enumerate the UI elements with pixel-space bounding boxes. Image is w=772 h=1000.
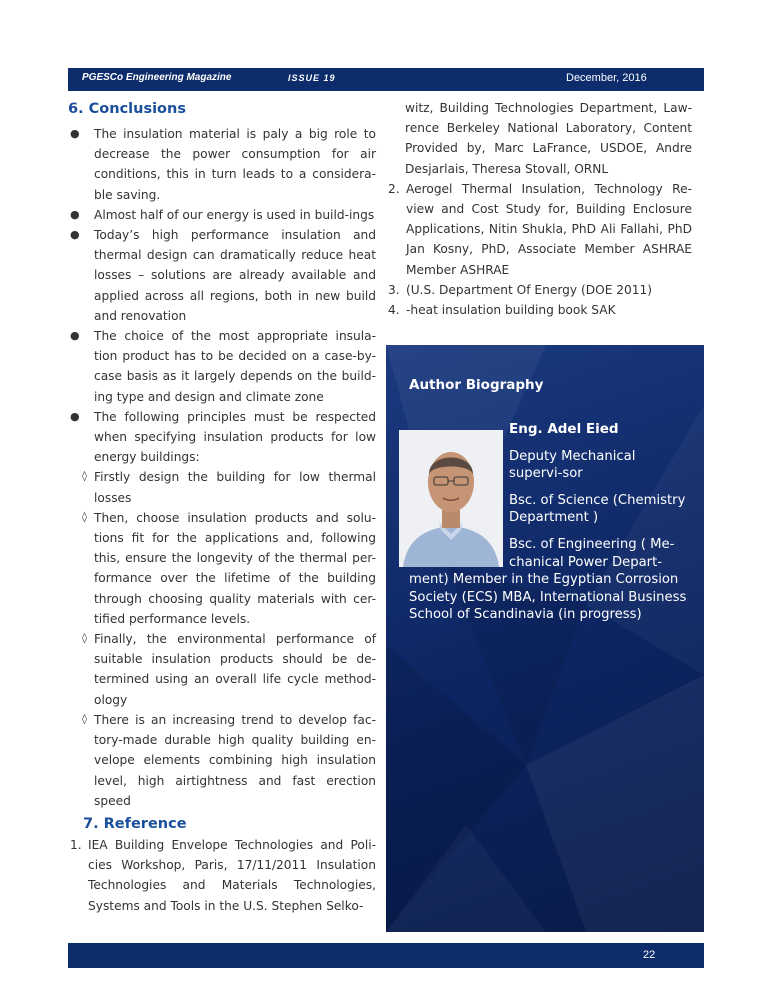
reference-continuation: witz, Building Technologies Department, Law-rence Berkeley National Laboratory, Content Provided by, Marc LaFrance, USDOE, Andre Desjarlais, Theresa Stovall, ORNL [405, 101, 692, 176]
author-education: Bsc. of Science (Chemistry Department ) [509, 492, 686, 526]
issue-number: ISSUE 19 [288, 73, 336, 83]
conclusion-item: ● The choice of the most appropriate insula-tion product has to be decided on a case-by-case basis as it largely depends on the build-ing type and design and climate zone [68, 326, 376, 407]
diamond-icon: ◊ [82, 511, 87, 523]
conclusion-item: ● Almost half of our energy is used in build-ings [68, 205, 376, 225]
reference-item: 4. -heat insulation building book SAK [388, 303, 616, 318]
reference-item: 3. (U.S. Department Of Energy (DOE 2011) [388, 282, 653, 297]
bullet-icon: ● [70, 207, 80, 221]
author-role: Deputy Mechanical supervi-sor [509, 448, 636, 482]
principle-item: ◊ Finally, the environmental performance of suitable insulation products should be de-termined using an overall life cycle method-ology [68, 629, 376, 710]
conclusion-item: ● The insulation material is paly a big role to decrease the power consumption for air conditions, this in turn leads to a considera-ble saving. [68, 124, 376, 205]
diamond-icon: ◊ [82, 633, 87, 645]
left-column [68, 98, 376, 916]
principle-item: ◊ There is an increasing trend to develop fac-tory-made durable high quality building en-velope elements combining high insulation level, high airtightness and fast erection speed [68, 710, 376, 811]
biography-heading: Author Biography [409, 377, 544, 393]
conclusion-item: ● Today’s high performance insulation and thermal design can dramatically reduce heat losses – solutions are already available and applied across all regions, both in new build and renovation [68, 225, 376, 326]
magazine-header [68, 68, 704, 91]
conclusions-heading: 6. Conclusions [68, 101, 186, 117]
diamond-icon: ◊ [82, 713, 87, 725]
reference-item: 2. Aerogel Thermal Insulation, Technology Re-view and Cost Study for, Building Enclosure Applications, Nitin Shukla, PhD Ali Fallahi, PhD Jan Kosny, PhD, Associate Member ASHRAE Member ASHRAE [388, 181, 692, 277]
conclusions-list [68, 124, 376, 811]
principle-item: ◊ Then, choose insulation products and solu-tions fit for the applications and, following this, ensure the longevity of the thermal per-formance over the lifetime of the building through choosing quality materials with cer-tified performance levels. [68, 508, 376, 629]
author-credentials: Bsc. of Engineering ( Me-chanical Power Depart-ment) Member in the Egyptian Corrosion Society (ECS) MBA, International Business School of Scandinavia (in progress) [409, 536, 687, 623]
page-number: 22 [643, 949, 656, 961]
conclusion-item: ● The following principles must be respected when specifying insulation products for low energy buildings: [68, 407, 376, 468]
author-biography-box [386, 345, 704, 932]
magazine-name: PGESCo Engineering Magazine [82, 72, 232, 83]
bullet-icon: ● [70, 409, 80, 423]
issue-date: December, 2016 [566, 72, 647, 84]
principle-item: ◊ Firstly design the building for low thermal losses [68, 467, 376, 507]
reference-item: 1. IEA Building Envelope Technologies and Poli-cies Workshop, Paris, 17/11/2011 Insulation Technologies and Materials Technologies, Systems and Tools in the U.S. Stephen Selko- [70, 837, 376, 913]
reference-list-right [386, 179, 692, 320]
diamond-icon: ◊ [82, 471, 87, 483]
right-column [386, 98, 692, 320]
bullet-icon: ● [70, 329, 80, 343]
reference-list-left [68, 835, 376, 916]
page-footer [68, 943, 704, 968]
author-name: Eng. Adel Eied [509, 421, 619, 437]
bullet-icon: ● [70, 228, 80, 242]
reference-heading: 7. Reference [83, 815, 187, 832]
bullet-icon: ● [70, 127, 80, 140]
biography-text [409, 419, 691, 633]
